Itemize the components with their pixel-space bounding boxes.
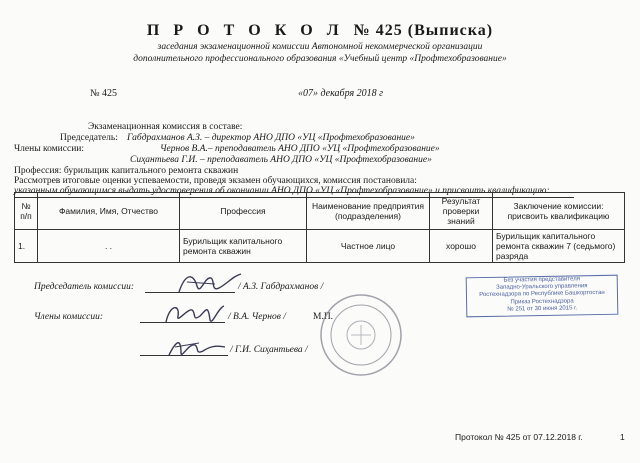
table-header-row bbox=[15, 193, 625, 230]
protocol-number: № 425 bbox=[90, 88, 118, 99]
chair-value: Габдрахманов А.З. – директор АНО ДПО «УЦ «Профтехобразование» bbox=[127, 133, 415, 143]
protocol-date: «07» декабря 2018 г bbox=[298, 88, 383, 99]
cell-name: . . bbox=[38, 230, 180, 263]
rostekhnadzor-stamp: Без участия представителя Западно-Уральского управления Ростехнадзора по Республике Башкортостан Приказ Ростехнадзора № 251 от 30 июня 2015 г. bbox=[466, 275, 619, 318]
sig-member2-name: / Г.И. Сиҳантьева / bbox=[230, 345, 308, 355]
subtitle-line-1: заседания экзаменационной комиссии Автономной некоммерческой организации bbox=[157, 42, 483, 52]
header-result: Результат проверки знаний bbox=[430, 193, 493, 230]
member-1: Чернов В.А.– преподаватель АНО ДПО «УЦ «Профтехобразование» bbox=[160, 144, 440, 154]
footer-text: Протокол № 425 от 07.12.2018 г. bbox=[455, 432, 583, 442]
sig-chair-label: Председатель комиссии: bbox=[34, 282, 135, 292]
header-num: № п/п bbox=[15, 193, 38, 230]
round-seal-icon bbox=[318, 292, 404, 378]
signature-member2-scribble bbox=[165, 335, 235, 363]
sig-member1-name: / В.А. Чернов / bbox=[228, 312, 286, 322]
subtitle-line-2: дополнительного профессионального образования «Учебный центр «Профтехобразование» bbox=[133, 54, 507, 64]
sig-chair-name: / А.З. Габдрахманов / bbox=[238, 282, 324, 292]
header-profession: Профессия bbox=[180, 193, 307, 230]
cell-num: 1. bbox=[15, 230, 38, 263]
commission-intro: Экзаменационная комиссия в составе: bbox=[88, 122, 243, 132]
signature-member1-scribble bbox=[160, 298, 230, 328]
review-line: Рассмотрев итоговые оценки успеваемости, проведя экзамен обучающихся, комиссия постановила: bbox=[14, 176, 417, 186]
results-table bbox=[14, 192, 625, 263]
cell-profession: Бурильщик капитального ремонта скважин bbox=[180, 230, 307, 263]
header-company: Наименование предприятия (подразделения) bbox=[307, 193, 430, 230]
protocol-title: П Р О Т О К О Л № 425 (Выписка) bbox=[146, 22, 494, 39]
page-number: 1 bbox=[620, 432, 625, 442]
table-row bbox=[15, 230, 625, 263]
signature-chair-scribble bbox=[175, 268, 245, 300]
member-2: Сиҳантьева Г.И. – преподаватель АНО ДПО «УЦ «Профтехобразование» bbox=[130, 155, 432, 165]
chair-label: Председатель: bbox=[60, 133, 118, 143]
decision-line: указанным обучающимся выдать удостоверения об окончании АНО ДПО «УЦ «Профтехобразование» и присвоить квалификацию: bbox=[14, 186, 574, 198]
members-label: Члены комиссии: bbox=[14, 144, 85, 154]
seal-mark-label: М.П. bbox=[313, 312, 334, 322]
header-conclusion: Заключение комиссии: присвоить квалификацию bbox=[493, 193, 625, 230]
cell-company: Частное лицо bbox=[307, 230, 430, 263]
cell-result: хорошо bbox=[430, 230, 493, 263]
sig-members-label: Члены комиссии: bbox=[34, 312, 104, 322]
cell-conclusion: Бурильщик капитального ремонта скважин 7 (седьмого) разряда bbox=[493, 230, 625, 263]
header-name: Фамилия, Имя, Отчество bbox=[38, 193, 180, 230]
profession-line: Профессия: бурильщик капитального ремонта скважин bbox=[14, 166, 239, 176]
